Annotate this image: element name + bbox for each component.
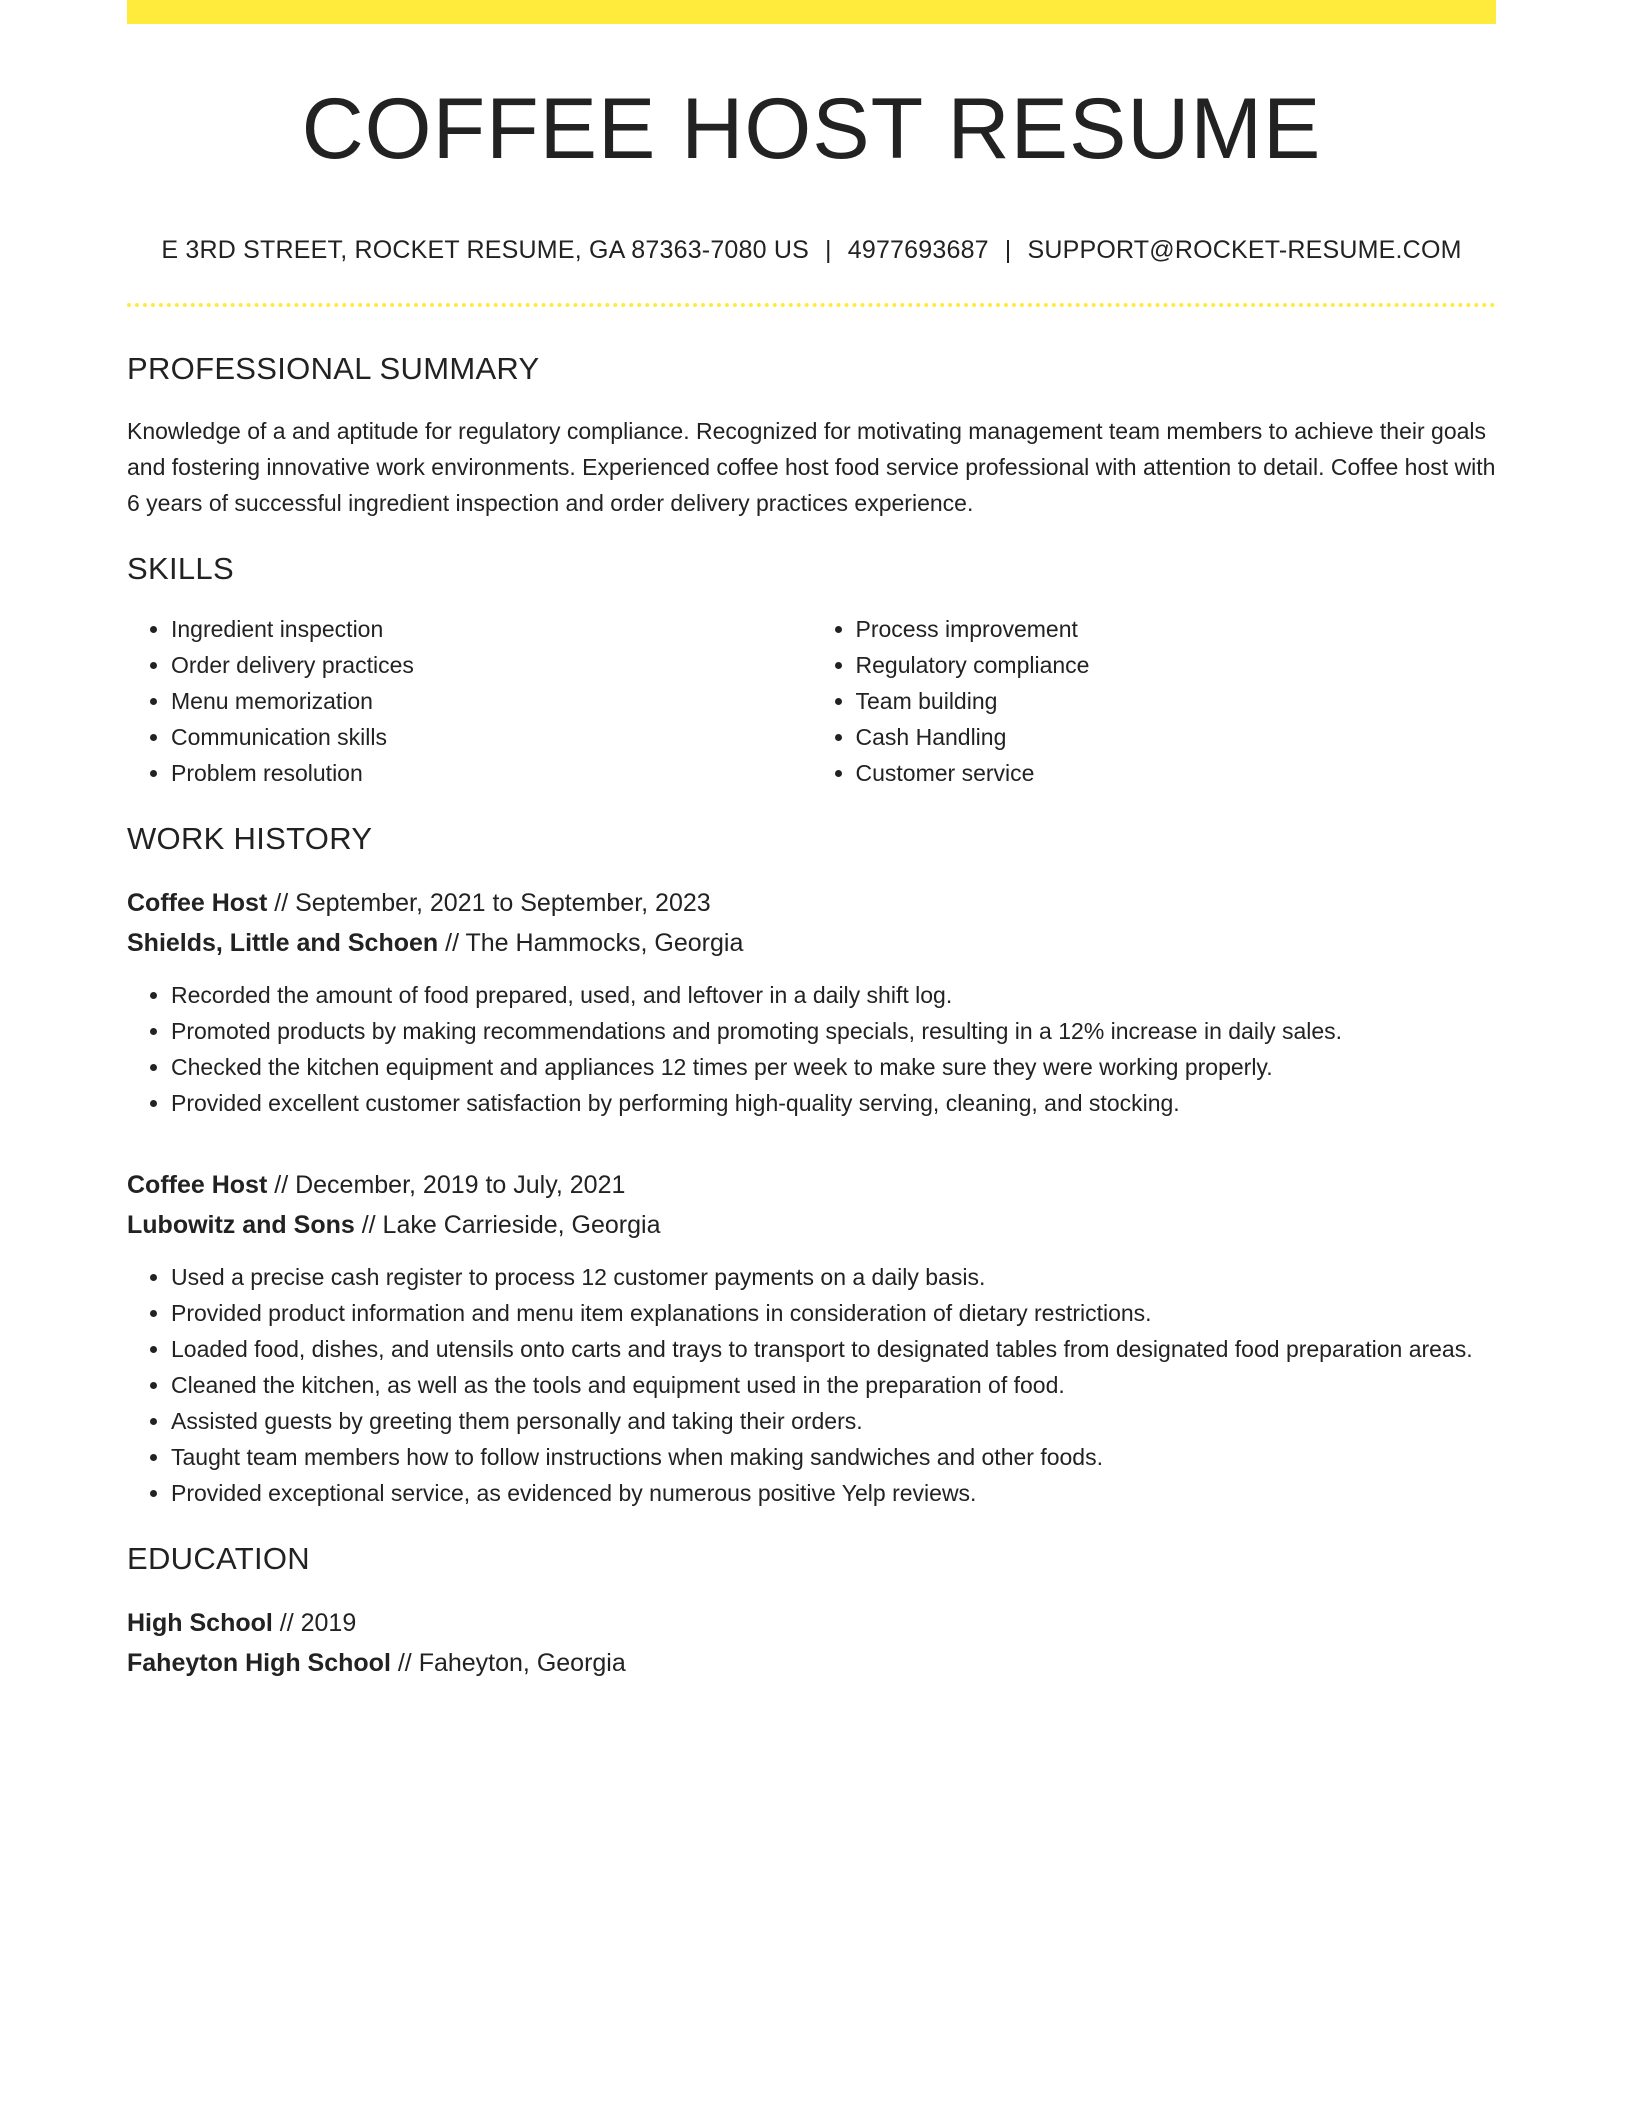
skills-column-left bbox=[127, 611, 812, 791]
contact-info bbox=[127, 235, 1496, 265]
job-company-line bbox=[127, 923, 1496, 963]
skill-item: • Team building bbox=[856, 683, 1497, 719]
skill-item: • Order delivery practices bbox=[171, 647, 812, 683]
skill-item: • Process improvement bbox=[856, 611, 1497, 647]
contact-email: SUPPORT@ROCKET-RESUME.COM bbox=[1027, 235, 1462, 264]
education-school-line bbox=[127, 1643, 1496, 1683]
duty-item: • Recorded the amount of food prepared, used, and leftover in a daily shift log. bbox=[171, 977, 1496, 1013]
duty-item: • Provided product information and menu item explanations in consideration of dietary restrictions. bbox=[171, 1295, 1496, 1331]
education-entry bbox=[127, 1603, 1496, 1683]
contact-separator: | bbox=[825, 235, 832, 264]
education-degree-line bbox=[127, 1603, 1496, 1643]
duty-item: • Loaded food, dishes, and utensils onto carts and trays to transport to designated tables from designated food preparation areas. bbox=[171, 1331, 1496, 1367]
duty-item: • Cleaned the kitchen, as well as the tools and equipment used in the preparation of food. bbox=[171, 1367, 1496, 1403]
job-location: // Lake Carrieside, Georgia bbox=[354, 1210, 661, 1239]
job-title-line bbox=[127, 883, 1496, 923]
job-dates: // December, 2019 to July, 2021 bbox=[267, 1170, 626, 1199]
education-heading: EDUCATION bbox=[127, 1540, 310, 1576]
job-entry bbox=[127, 883, 1496, 1121]
duty-item: • Checked the kitchen equipment and appliances 12 times per week to make sure they were working properly. bbox=[171, 1049, 1496, 1085]
accent-bar bbox=[127, 0, 1496, 24]
job-company-line bbox=[127, 1205, 1496, 1245]
duty-item: • Promoted products by making recommendations and promoting specials, resulting in a 12% increase in daily sales. bbox=[171, 1013, 1496, 1049]
job-company: Lubowitz and Sons bbox=[127, 1210, 355, 1239]
education-degree: High School bbox=[127, 1608, 273, 1637]
education-year: // 2019 bbox=[272, 1608, 357, 1637]
skills-heading: SKILLS bbox=[127, 550, 234, 586]
resume-page bbox=[127, 0, 1496, 1683]
job-dates: // September, 2021 to September, 2023 bbox=[267, 888, 711, 917]
skills-column-right bbox=[812, 611, 1497, 791]
skill-item: • Problem resolution bbox=[171, 755, 812, 791]
duty-item: • Assisted guests by greeting them personally and taking their orders. bbox=[171, 1403, 1496, 1439]
contact-separator: | bbox=[1004, 235, 1012, 264]
skill-item: • Ingredient inspection bbox=[171, 611, 812, 647]
skill-item: • Cash Handling bbox=[856, 719, 1497, 755]
job-location: // The Hammocks, Georgia bbox=[438, 928, 744, 957]
job-title-line bbox=[127, 1165, 1496, 1205]
job-entry bbox=[127, 1165, 1496, 1511]
job-duties bbox=[127, 977, 1496, 1121]
duty-item: • Provided exceptional service, as evidenced by numerous positive Yelp reviews. bbox=[171, 1475, 1496, 1511]
skill-item: • Customer service bbox=[856, 755, 1497, 791]
summary-heading: PROFESSIONAL SUMMARY bbox=[127, 350, 540, 386]
skill-item: • Communication skills bbox=[171, 719, 812, 755]
job-duties bbox=[127, 1259, 1496, 1511]
duty-item: • Taught team members how to follow instructions when making sandwiches and other foods. bbox=[171, 1439, 1496, 1475]
job-role: Coffee Host bbox=[127, 1170, 268, 1199]
resume-title: COFFEE HOST RESUME bbox=[301, 81, 1322, 177]
summary-text: Knowledge of a and aptitude for regulatory compliance. Recognized for motivating management team members to achieve their goals and fostering innovative work environments. Experienced coffee host food service professional with attention to detail. Coffee host with 6 years of successful ingredient inspection and order delivery practices experience. bbox=[127, 417, 1496, 516]
job-company: Shields, Little and Schoen bbox=[127, 928, 439, 957]
skill-item: • Regulatory compliance bbox=[856, 647, 1497, 683]
header-divider bbox=[127, 303, 1496, 307]
work-history-heading: WORK HISTORY bbox=[127, 820, 373, 856]
duty-item: • Provided excellent customer satisfaction by performing high-quality serving, cleaning, and stocking. bbox=[171, 1085, 1496, 1121]
contact-phone: 4977693687 bbox=[847, 235, 989, 264]
education-school: Faheyton High School bbox=[127, 1648, 391, 1677]
job-role: Coffee Host bbox=[127, 888, 268, 917]
education-location: // Faheyton, Georgia bbox=[390, 1648, 626, 1677]
skill-item: • Menu memorization bbox=[171, 683, 812, 719]
skills-list bbox=[127, 611, 1496, 791]
contact-address: E 3RD STREET, ROCKET RESUME, GA 87363-7080 US bbox=[161, 235, 810, 264]
duty-item: • Used a precise cash register to process 12 customer payments on a daily basis. bbox=[171, 1259, 1496, 1295]
